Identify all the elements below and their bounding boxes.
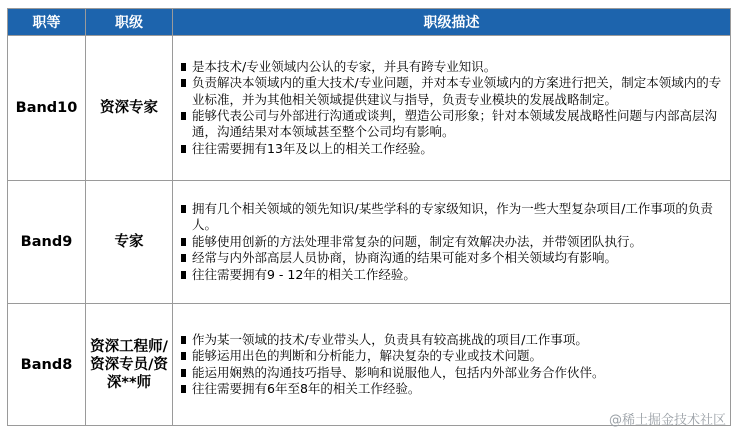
description-item: 往往需要拥有9 - 12年的相关工作经验。: [181, 267, 726, 283]
header-description: 职级描述: [173, 9, 731, 36]
description-item: 能够运用出色的判断和分析能力，解决复杂的专业或技术问题。: [181, 348, 726, 364]
description-item: 往往需要拥有6年至8年的相关工作经验。: [181, 381, 726, 397]
description-item: 是本技术/专业领域内公认的专家，并具有跨专业知识。: [181, 59, 726, 75]
description-item: 能够代表公司与外部进行沟通或谈判，塑造公司形象；针对本领域发展战略性问题与内部高层沟通，沟通结果对本领域甚至整个公司均有影响。: [181, 108, 726, 141]
description-cell: [173, 181, 731, 304]
description-cell: [173, 36, 731, 181]
description-item: 负责解决本领域内的重大技术/专业问题，并对本专业领域内的方案进行把关，制定本领域内的专业标准，并为其他相关领域提供建议与指导，负责专业模块的发展战略制定。: [181, 75, 726, 108]
description-item: 能够使用创新的方法处理非常复杂的问题，制定有效解决办法，并带领团队执行。: [181, 234, 726, 250]
table-row: [8, 36, 731, 181]
watermark: @稀土掘金技术社区: [608, 413, 726, 428]
header-level: 职级: [86, 9, 173, 36]
description-item: 往往需要拥有13年及以上的相关工作经验。: [181, 141, 726, 157]
band-cell: Band9: [8, 181, 86, 304]
table-row: [8, 181, 731, 304]
description-item: 能运用娴熟的沟通技巧指导、影响和说服他人，包括内外部业务合作伙伴。: [181, 365, 726, 381]
level-cell: 资深专家: [86, 36, 173, 181]
band-cell: Band8: [8, 304, 86, 426]
level-cell: 专家: [86, 181, 173, 304]
band-cell: Band10: [8, 36, 86, 181]
header-rank: 职等: [8, 9, 86, 36]
description-cell: [173, 304, 731, 426]
description-item: 作为某一领域的技术/专业带头人，负责具有较高挑战的项目/工作事项。: [181, 332, 726, 348]
description-item: 经常与内外部高层人员协商，协商沟通的结果可能对多个相关领域均有影响。: [181, 250, 726, 266]
table-row: [8, 304, 731, 426]
description-item: 拥有几个相关领域的领先知识/某些学科的专家级知识，作为一些大型复杂项目/工作事项的负责人。: [181, 201, 726, 234]
header-row: [8, 9, 731, 36]
job-level-table: [7, 8, 731, 426]
level-cell: 资深工程师/资深专员/资深**师: [86, 304, 173, 426]
